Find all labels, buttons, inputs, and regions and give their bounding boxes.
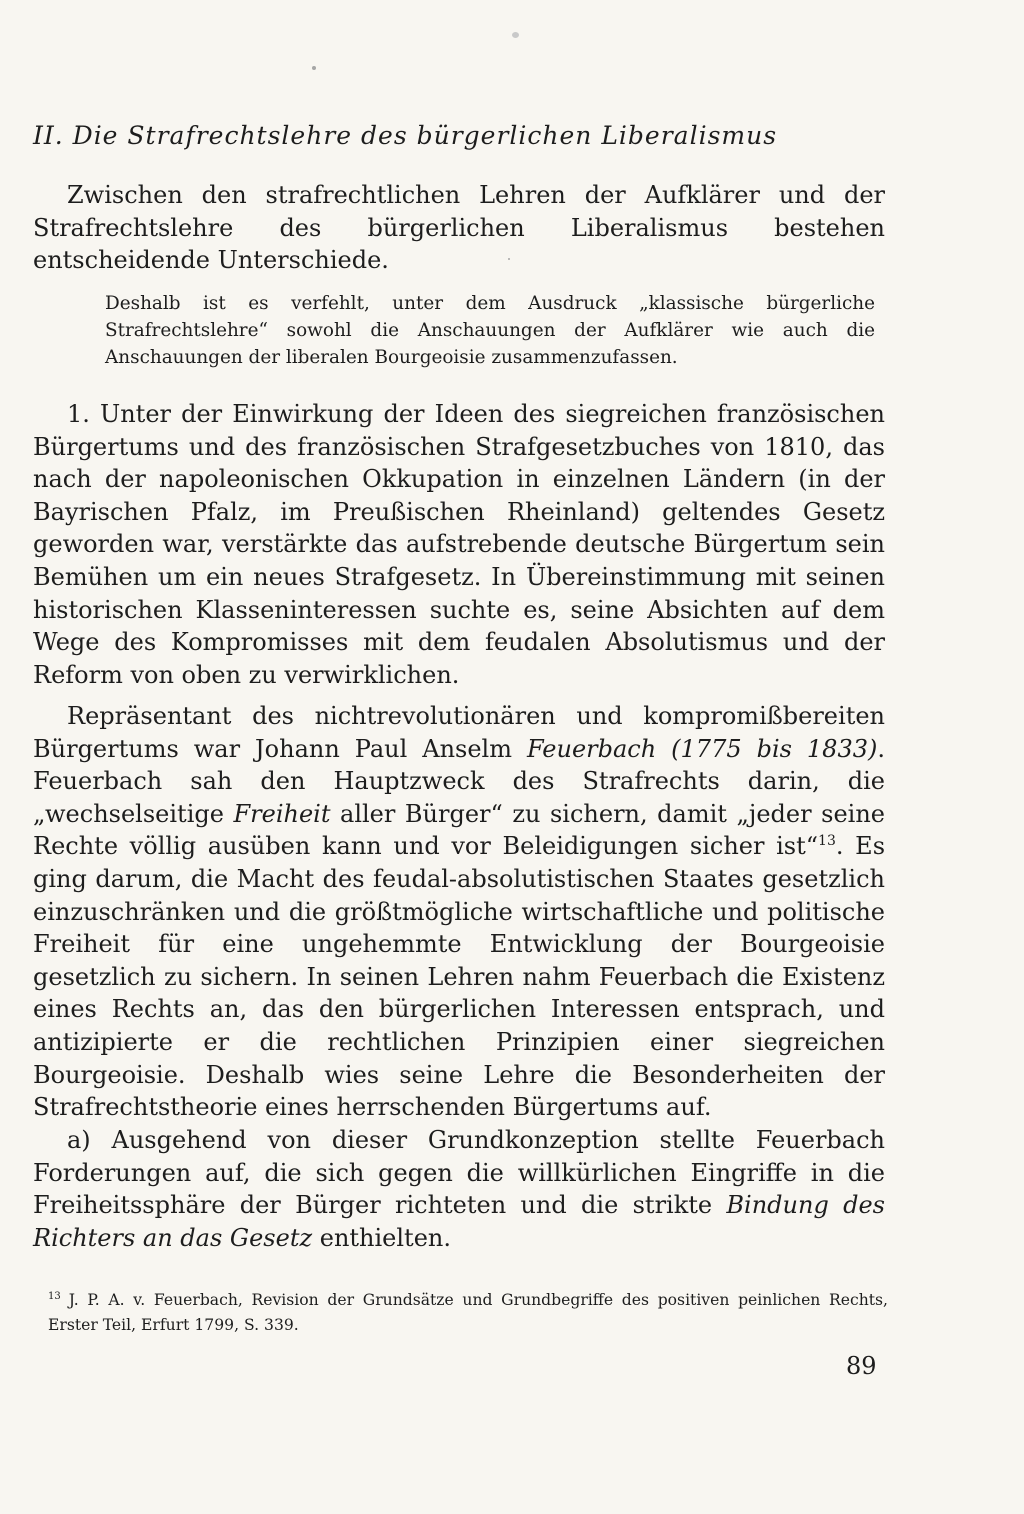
section-heading: II. Die Strafrechtslehre des bürgerlichen Liberalismus <box>33 121 778 150</box>
intro-paragraph: Zwischen den strafrechtlichen Lehren der Aufklärer und der Strafrechtslehre des bürgerlichen Liberalismus bestehen entscheidende Unterschiede. <box>33 181 885 275</box>
freiheit-italic: Freiheit <box>233 799 331 828</box>
section-a-italic: Bindung des Richters an das Gesetz <box>33 1191 886 1252</box>
scan-speck <box>312 66 316 70</box>
footnote-number: 13 <box>48 1290 61 1302</box>
scan-speck <box>512 32 519 38</box>
feuerbach-text-3: aller Bürger“ zu sichern, damit „jeder seine Rechte völlig ausüben kann und vor Beleidigungen sicher ist“ <box>33 799 885 861</box>
note-paragraph: Deshalb ist es verfehlt, unter dem Ausdruck „klassische bürgerliche Strafrechtslehre“ sowohl die Anschauungen der Aufklärer wie auch die Anschauungen der liberalen Bourgeoisie zusammenzufassen. <box>105 293 875 368</box>
feuerbach-paragraph <box>33 700 885 1124</box>
footnote-reference: 13 <box>818 833 836 850</box>
footnote <box>48 1288 888 1338</box>
feuerbach-text-4: . Es ging darum, die Macht des feudal-absolutistischen Staates gesetzlich einzuschränken und die größtmögliche wirtschaftliche und politische Freiheit für eine ungehemmte Entwicklung der Bourgeoisie gesetzlich zu sichern. In seinen Lehren nahm Feuerbach die Existenz eines Rechts an, das den bürgerlichen Interessen entsprach, und antizipierte er die rechtlichen Prinzipien einer siegreichen Bourgeoisie. Deshalb wies seine Lehre die Besonderheiten der Strafrechtstheorie eines herrschenden Bürgertums auf. <box>33 832 886 1122</box>
section-1-paragraph: 1. Unter der Einwirkung der Ideen des siegreichen französischen Bürgertums und des französischen Strafgesetzbuches von 1810, das nach der napoleonischen Okkupation in einzelnen Ländern (in der Bayrischen Pfalz, im Preußischen Rheinland) geltendes Gesetz geworden war, verstärkte das aufstrebende deutsche Bürgertum sein Bemühen um ein neues Strafgesetz. In Übereinstimmung mit seinen historischen Klasseninteressen suchte es, seine Absichten auf dem Wege des Kompromisses mit dem feudalen Absolutismus und der Reform von oben zu verwirklichen. <box>33 400 885 689</box>
footnote-text: J. P. A. v. Feuerbach, Revision der Grundsätze und Grundbegriffe des positiven peinlichen Rechts, Erster Teil, Erfurt 1799, S. 339. <box>48 1291 888 1334</box>
feuerbach-name-italic: Feuerbach (1775 bis 1833) <box>526 734 878 763</box>
page-number: 89 <box>846 1352 877 1380</box>
section-a-text-1: a) Ausgehend von dieser Grundkonzeption stellte Feuerbach Forderungen auf, die sich gegen die willkürlichen Eingriffe in die Freiheitssphäre der Bürger richteten und die strikte <box>33 1126 885 1220</box>
feuerbach-text-1: Repräsentant des nichtrevolutionären und kompromißbereiten Bürgertums war Johann Paul Anselm <box>33 702 885 763</box>
section-a-paragraph <box>33 1124 885 1254</box>
feuerbach-text-2: . Feuerbach sah den Hauptzweck des Strafrechts darin, die „wechselseitige <box>33 734 885 828</box>
section-a-text-2: enthielten. <box>312 1223 451 1252</box>
